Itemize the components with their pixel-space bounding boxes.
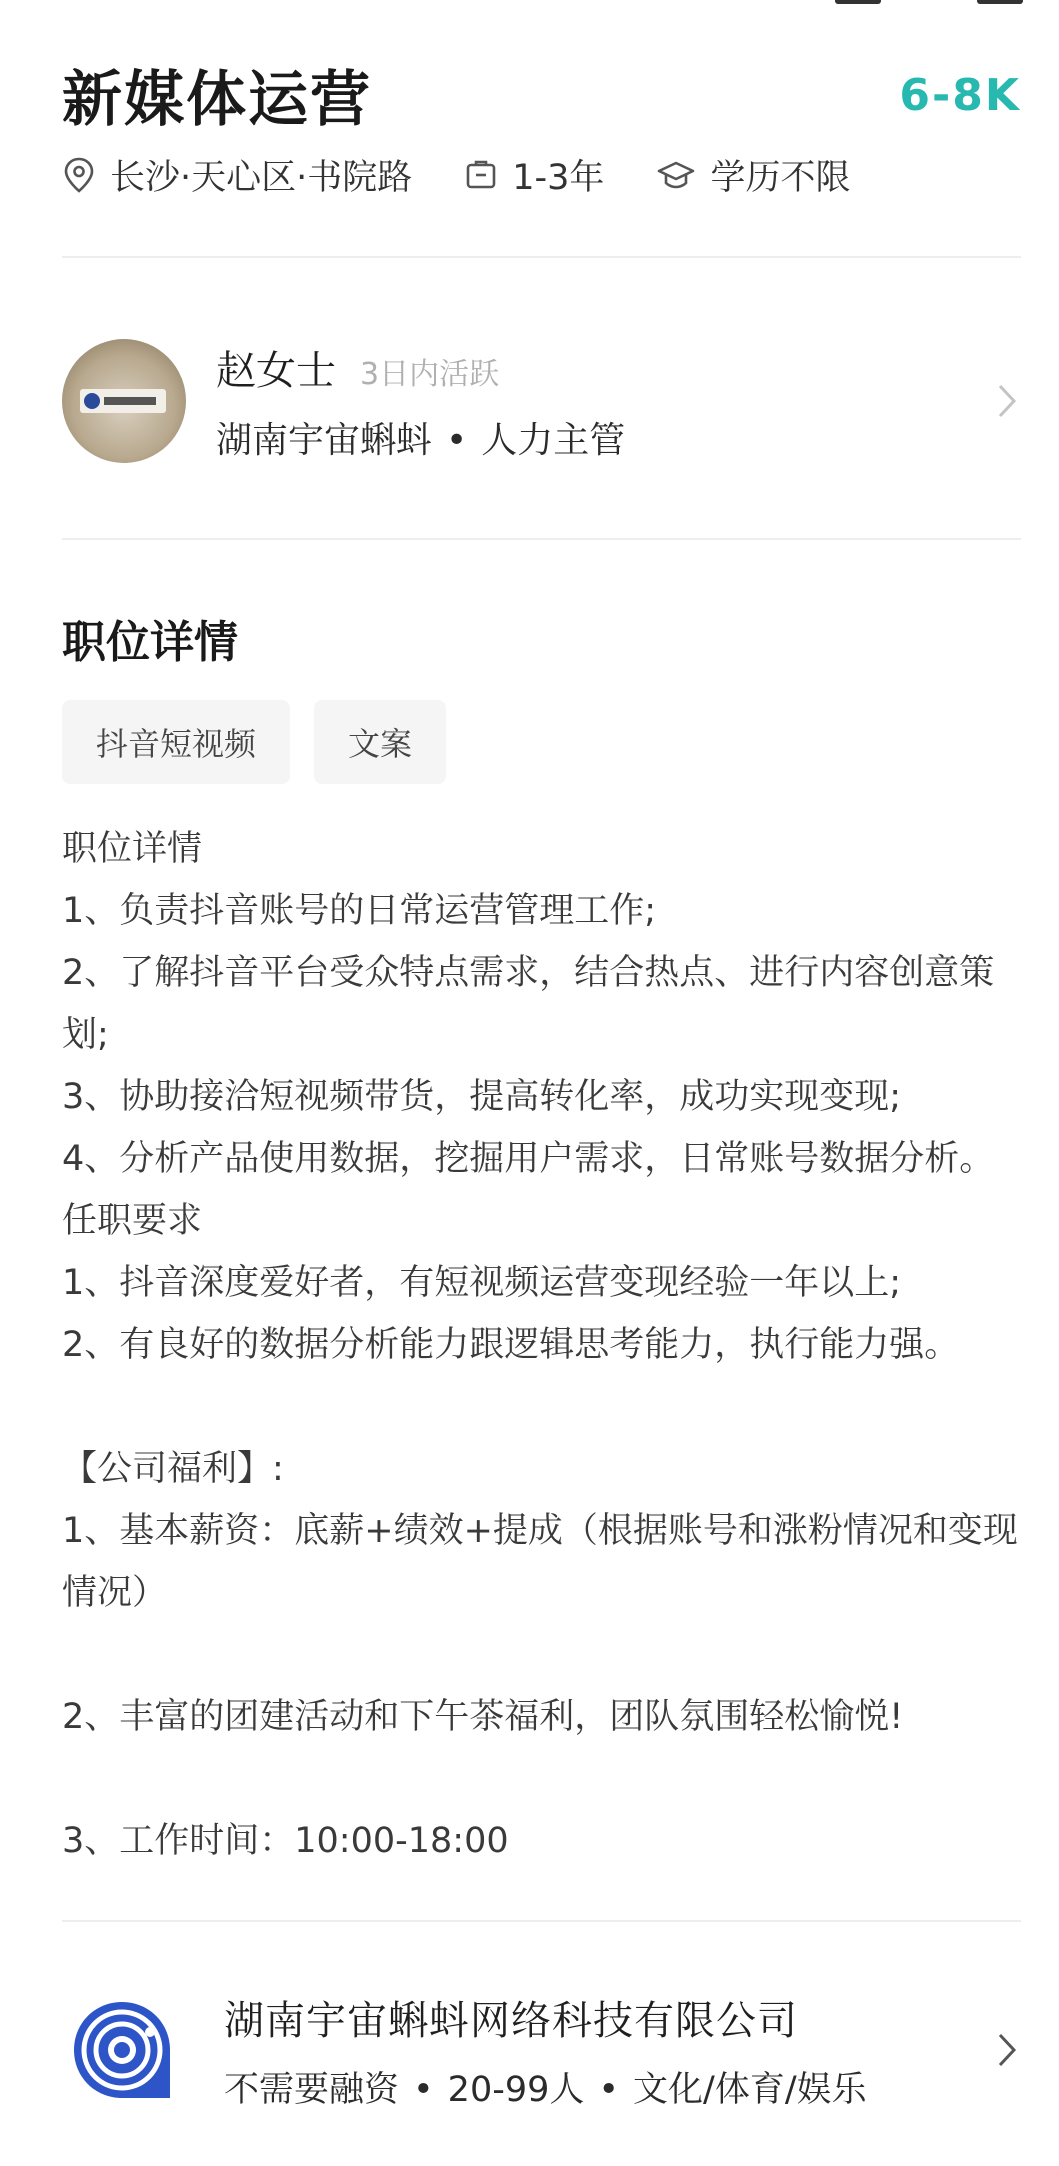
separator-dot: • bbox=[446, 420, 468, 461]
job-meta-row bbox=[62, 150, 902, 200]
description-line: 2、了解抖音平台受众特点需求，结合热点、进行内容创意策划; bbox=[62, 953, 995, 1055]
briefcase-icon bbox=[464, 158, 498, 192]
description-line: 2、有良好的数据分析能力跟逻辑思考能力，执行能力强。 bbox=[62, 1325, 960, 1365]
recruiter-card[interactable] bbox=[62, 336, 1021, 466]
recruiter-company: 湖南宇宙蝌蚪 bbox=[216, 420, 433, 461]
skill-tags bbox=[62, 700, 446, 784]
description-line: 1、基本薪资：底薪+绩效+提成（根据账号和涨粉情况和变现情况） bbox=[62, 1511, 1018, 1613]
job-title: 新媒体运营 bbox=[62, 65, 372, 135]
recruiter-role: 人力主管 bbox=[481, 420, 626, 461]
education-text: 学历不限 bbox=[710, 158, 851, 198]
company-size: 20-99人 bbox=[447, 2069, 585, 2110]
separator-dot: • bbox=[598, 2069, 620, 2110]
description-line: 3、协助接洽短视频带货，提高转化率，成功实现变现; bbox=[62, 1077, 902, 1117]
description-line: 4、分析产品使用数据，挖掘用户需求，日常账号数据分析。 bbox=[62, 1139, 995, 1179]
separator-dot: • bbox=[413, 2069, 434, 2110]
recruiter-avatar bbox=[62, 339, 186, 463]
description-line bbox=[62, 1376, 1021, 1438]
description-line: 【公司福利】: bbox=[62, 1449, 284, 1489]
chevron-right-icon[interactable] bbox=[993, 2030, 1021, 2070]
section-title: 职位详情 bbox=[62, 617, 238, 668]
experience-item bbox=[464, 150, 604, 200]
description-line: 2、丰富的团建活动和下午茶福利，团队氛围轻松愉悦! bbox=[62, 1697, 904, 1737]
graduation-cap-icon bbox=[656, 158, 696, 192]
location-item bbox=[62, 150, 412, 200]
description-line bbox=[62, 1748, 1021, 1810]
divider bbox=[62, 1920, 1021, 1922]
company-industry: 文化/体育/娱乐 bbox=[633, 2069, 867, 2110]
location-text: 长沙·天心区·书院路 bbox=[110, 158, 413, 198]
education-item bbox=[656, 150, 850, 200]
skill-tag: 抖音短视频 bbox=[62, 700, 290, 784]
job-description bbox=[62, 818, 1021, 1872]
divider bbox=[62, 538, 1021, 540]
description-line: 1、抖音深度爱好者，有短视频运营变现经验一年以上; bbox=[62, 1263, 902, 1303]
description-line: 1、负责抖音账号的日常运营管理工作; bbox=[62, 891, 657, 931]
divider bbox=[62, 256, 1021, 258]
chevron-right-icon[interactable] bbox=[993, 381, 1021, 421]
company-logo bbox=[70, 1998, 174, 2102]
recruiter-name: 赵女士 bbox=[216, 348, 336, 394]
active-status: 3日内活跃 bbox=[360, 357, 500, 392]
salary: 6-8K bbox=[899, 69, 1021, 121]
experience-text: 1-3年 bbox=[512, 158, 605, 198]
company-funding: 不需要融资 bbox=[224, 2069, 400, 2110]
company-name: 湖南宇宙蝌蚪网络科技有限公司 bbox=[224, 1997, 798, 2044]
skill-tag: 文案 bbox=[314, 700, 446, 784]
description-line: 3、工作时间：10:00-18:00 bbox=[62, 1821, 509, 1861]
description-line: 职位详情 bbox=[62, 829, 203, 869]
location-pin-icon bbox=[62, 156, 96, 194]
description-line bbox=[62, 1624, 1021, 1686]
job-header bbox=[62, 52, 1021, 138]
company-card[interactable] bbox=[62, 1985, 1021, 2115]
description-line: 任职要求 bbox=[62, 1201, 203, 1241]
status-bar-stub bbox=[835, 0, 1023, 4]
